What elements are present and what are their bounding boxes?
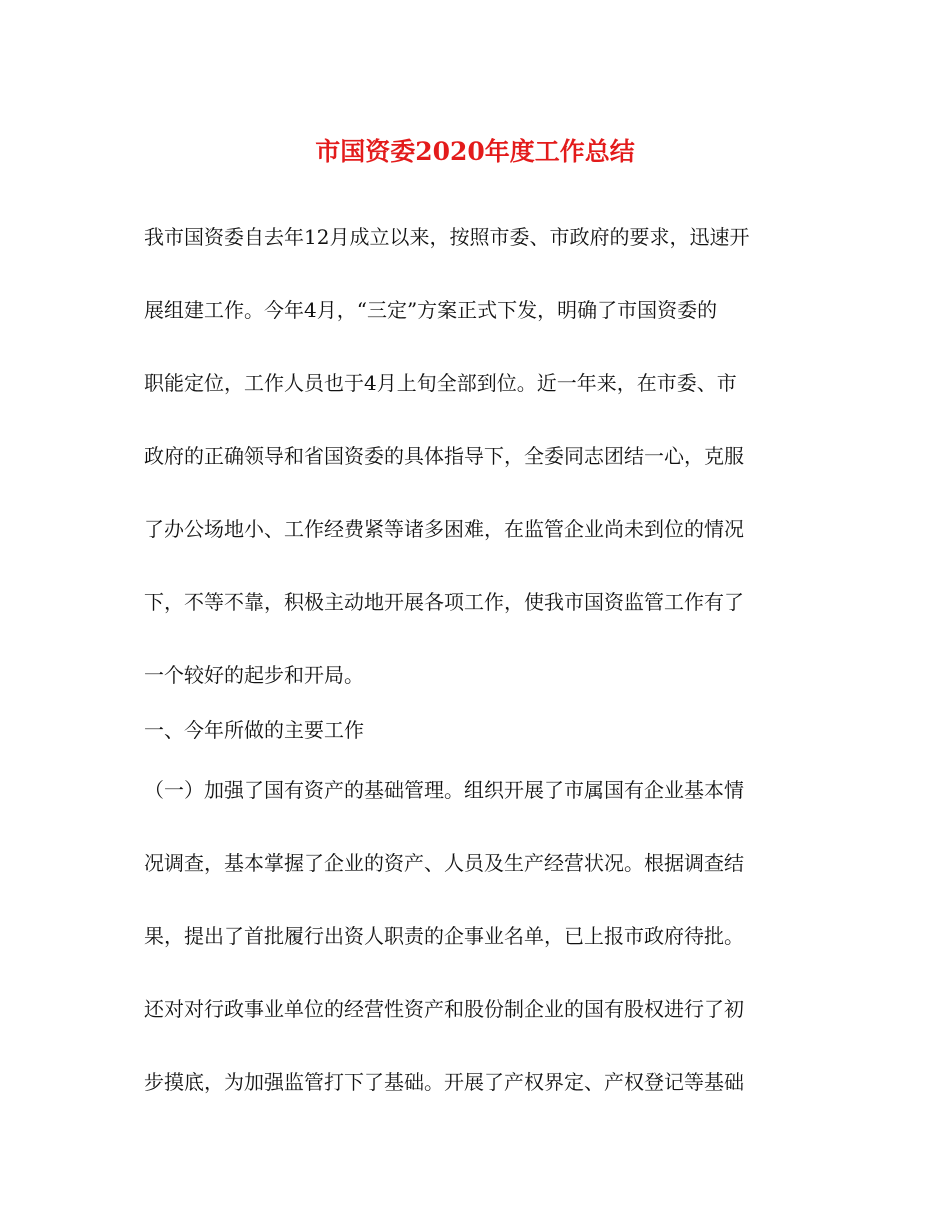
body-line-11: 果，提出了首批履行出资人职责的企事业名单，已上报市政府待批。 xyxy=(144,924,744,948)
body-line-6: 下，不等不靠，积极主动地开展各项工作，使我市国资监管工作有了 xyxy=(144,590,744,614)
body-line-1: 我市国资委自去年12月成立以来，按照市委、市政府的要求，迅速开 xyxy=(144,225,750,249)
body-line-5: 了办公场地小、工作经费紧等诸多困难，在监管企业尚未到位的情况 xyxy=(144,517,744,541)
body-line-3: 职能定位，工作人员也于4月上旬全部到位。近一年来，在市委、市 xyxy=(144,371,737,395)
body-line-13: 步摸底，为加强监管打下了基础。开展了产权界定、产权登记等基础 xyxy=(144,1070,744,1094)
body-line-10: 况调查，基本掌握了企业的资产、人员及生产经营状况。根据调查结 xyxy=(144,851,744,875)
body-line-7: 一个较好的起步和开局。 xyxy=(144,663,364,687)
body-line-9: （一）加强了国有资产的基础管理。组织开展了市属国有企业基本情 xyxy=(144,778,744,802)
body-line-4: 政府的正确领导和省国资委的具体指导下，全委同志团结一心，克服 xyxy=(144,444,744,468)
body-line-2: 展组建工作。今年4月，“三定”方案正式下发，明确了市国资委的 xyxy=(144,298,718,322)
body-line-12: 还对对行政事业单位的经营性资产和股份制企业的国有股权进行了初 xyxy=(144,997,744,1021)
document-title: 市国资委2020年度工作总结 xyxy=(315,137,635,166)
section-heading-1: 一、今年所做的主要工作 xyxy=(144,718,364,742)
